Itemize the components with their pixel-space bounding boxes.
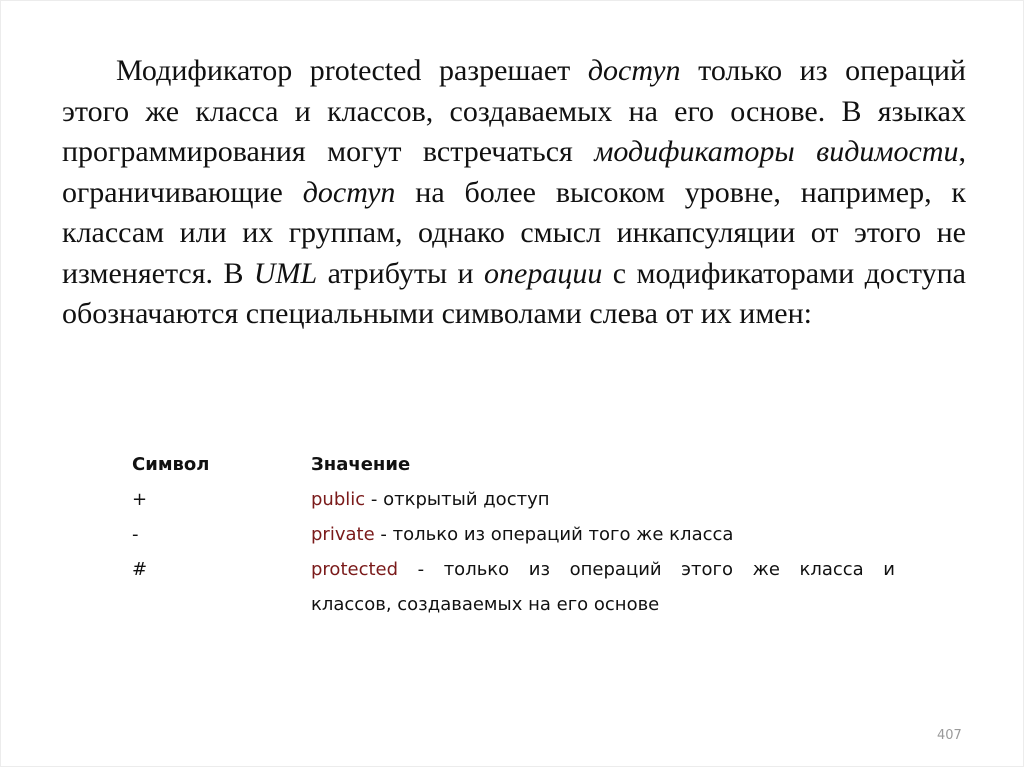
paragraph-italic-access-2: доступ xyxy=(302,175,396,209)
symbol-minus: - xyxy=(132,524,139,545)
meaning-protected-line2: классов, создаваемых на его основе xyxy=(311,594,660,615)
paragraph-text-5: атрибуты и xyxy=(317,256,485,290)
meaning-public xyxy=(311,482,895,517)
meaning-protected xyxy=(311,552,895,587)
paragraph-italic-operations: операции xyxy=(484,256,603,290)
meaning-private xyxy=(311,517,895,552)
keyword-private: private xyxy=(311,524,375,545)
symbol-hash: # xyxy=(132,559,148,580)
header-symbol: Символ xyxy=(132,454,210,475)
keyword-public: public xyxy=(311,489,366,510)
header-meaning: Значение xyxy=(311,454,411,475)
paragraph-text-3: , ограничивающие xyxy=(62,135,966,209)
keyword-protected: protected xyxy=(311,559,399,580)
paragraph-text-2: только из операций этого же класса и классов, создаваемых на его основе. В языках программирования могут встречаться xyxy=(62,54,966,168)
desc-private: - только из операций того же класса xyxy=(374,524,734,545)
paragraph-text-1: Модификатор protected разрешает xyxy=(116,54,588,87)
paragraph-italic-access-1: доступ xyxy=(587,54,681,87)
paragraph-text-6: с модификаторами доступа обозначаются специальными символами слева от их имен: xyxy=(62,256,966,330)
paragraph-italic-visibility-modifiers: модификаторы видимости xyxy=(594,135,959,168)
page-number: 407 xyxy=(937,728,962,743)
symbol-plus: + xyxy=(132,489,148,510)
paragraph-italic-uml: UML xyxy=(253,256,318,290)
desc-protected: - только из операций этого же класса и xyxy=(398,559,895,580)
desc-public: - открытый доступ xyxy=(365,489,550,510)
paragraph-text-4: на более высоком уровне, например, к классам или их группам, однако смысл инкапсуляции от этого не изменяется. В xyxy=(62,175,967,290)
main-paragraph xyxy=(62,51,966,335)
